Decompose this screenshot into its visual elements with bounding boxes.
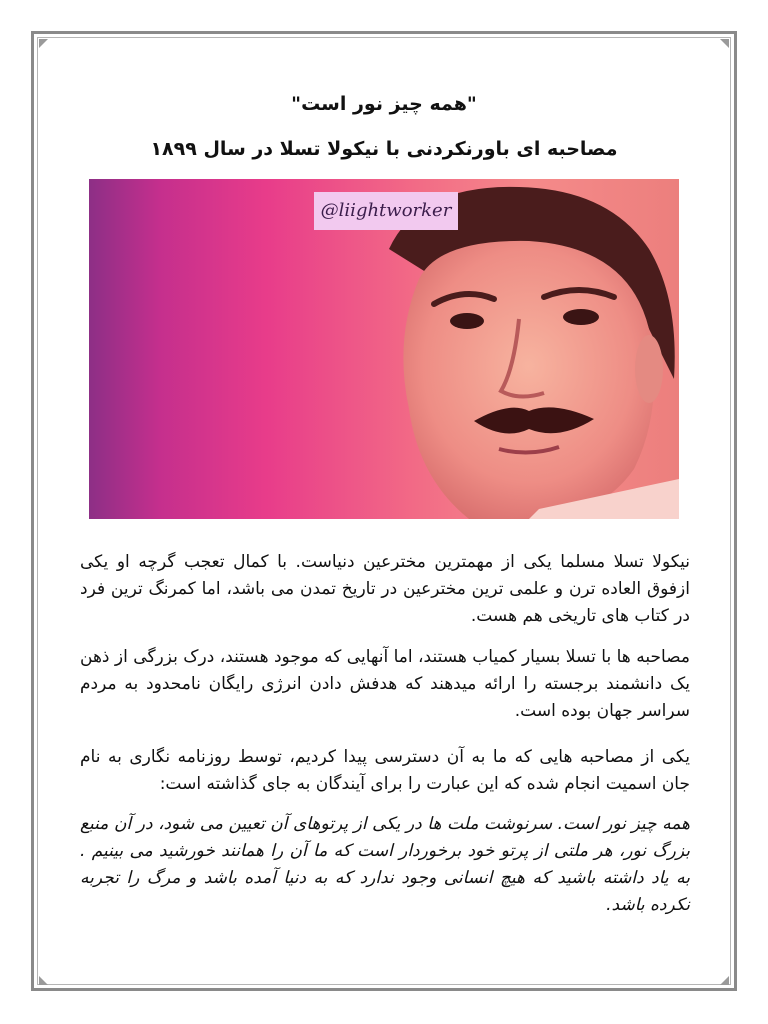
portrait-illustration	[89, 179, 679, 519]
portrait-photo	[89, 179, 679, 519]
corner-ornament-bottom-left	[39, 976, 48, 985]
paragraph-journalist: یکی از مصاحبه هایی که ما به آن دسترسی پیدا کردیم، توسط روزنامه نگاری به نام جان اسمیت انجام شده که این عبارت را برای آیندگان به جای گذاشته است:	[80, 747, 690, 794]
page-title: "همه چیز نور است"	[291, 93, 477, 115]
paragraph-intro: نیکولا تسلا مسلما یکی از مهمترین مخترعین دنیاست. با کمال تعجب گرچه او یکی ازفوق العاده ترن و علمی ترین مخترعین در تاریخ تمدن می باشد، اما کمرنگ ترین فرد در کتاب های تاریخی هم هست.	[80, 552, 690, 626]
corner-ornament-top-right	[720, 39, 729, 48]
corner-ornament-bottom-right	[720, 976, 729, 985]
paragraph-interviews: مصاحبه ها با تسلا بسیار کمیاب هستند، اما آنهایی که موجود هستند، درک بزرگی از ذهن یک دانشمند برجسته را ارائه میدهند که هدفش دادن انرژی رایگان نامحدود به مردم سراسر جهان بوده است.	[80, 647, 690, 721]
corner-ornament-top-left	[39, 39, 48, 48]
paragraph-quote: همه چیز نور است. سرنوشت ملت ها در یکی از پرتوهای آن تعیین می شود، در آن منبع بزرگ نور، هر ملتی از پرتو خود برخوردار است که ما آن را همانند خورشید می بینیم . به یاد داشته باشید که هیچ انسانی وجود ندارد که به دنیا آمده باشد و مرگ را تجربه نکرده باشد.	[80, 814, 690, 915]
page-subtitle: مصاحبه ای باورنکردنی با نیکولا تسلا در سال ۱۸۹۹	[150, 138, 618, 160]
watermark-label: @liightworker	[314, 192, 458, 230]
